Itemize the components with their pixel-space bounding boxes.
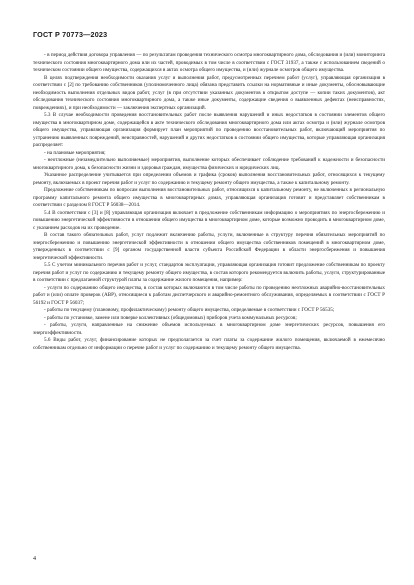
- paragraph: В состав такого обязательных работ, услуг подлежит включению работы, услуги, включенные в структуру перечня обязательных мероприятий по энергосбережению и повышению энергетической эффективности в отношении общего имущества собственников помещений в многоквартирном доме, утвержденных в соответствии с [9] органом государственной власти субъекта Российской Федерации в области энергосбережения и повышения энергетической эффективности.: [33, 232, 385, 261]
- list-item: - неотложные (незамедлительно выполняемые) мероприятия, выполнение которых обеспечивает соблюдение требований к надежности и безопасности многоквартирного дома, к безопасности жизни и здоровья граждан, имущества физических и юридических лиц.: [33, 157, 385, 171]
- list-item: - на плановые мероприятия;: [44, 149, 106, 156]
- paragraph: 5.4 В соответствии с [3] и [8] управляющая организация включает в предложение собственникам информацию о мероприятиях по энергосбережению и повышению энергетической эффективности в отношении общего имущества в многоквартирном доме, которые возможно проводить в многоквартирном доме, с указанием расходов на их проведение.: [33, 209, 385, 231]
- paragraph: 5.6 Виды работ, услуг, финансирование которых не предполагается за счет платы за содержание жилого помещения, включаемой в ежемесячно собственникам отдельно от информации о перечне работ и услуг по содержанию и текущему ремонту общего имущества.: [33, 337, 385, 351]
- list-item: - работы, услуги, направленные на снижение объемов используемых в многоквартирном доме энергетических ресурсов, повышения его энергоэффективности.: [33, 322, 385, 336]
- paragraph: - в период действия договора управления — по результатам проведения технического осмотра многоквартирного дома, обследования и (или) мониторинга технического состояния многоквартирного дома или их частей, проводимых в том числе в соответствии с ГОСТ 31937, а также с использованием сведений о техническом состоянии общего имущества, содержащихся в актах осмотра общего имущества, и (или) журнале осмотров общего имущества.: [33, 52, 385, 73]
- paragraph: Предложение собственникам по вопросам выполнения восстановительных работ, относящихся к капитальному ремонту, не включенных в региональную программу капитального ремонта общего имущества в многоквартирных домах, управляющая организация готовит и представляет собственникам в соответствии с разделом 8 ГОСТ Р 56038—2014.: [33, 187, 385, 208]
- document-body: [33, 52, 385, 352]
- page-number: 4: [33, 556, 36, 562]
- paragraph: Указанное распределение учитывается при определении объемов и графика (сроков) выполнения восстановительных работ, относящихся к текущему ремонту, включаемых в проект перечня работ и услуг по содержанию и текущему ремонту общего имущества, а также к капитальному ремонту.: [33, 172, 385, 186]
- list-item: - работы по установке, замене или поверке коллективных (общедомовых) приборов учета коммунальных ресурсов;: [44, 314, 297, 321]
- paragraph: В целях подтверждения необходимости оказания услуг и выполнения работ, предусмотренных перечнем работ (услуг), управляющая организация в соответствии с [2] по требованию собственников (уполномоченного лица) обязана представить ссылки на нормативные и иные документы, обосновывающие необходимость выполнения отдельных видов работ, услуг (в при отсутствии указанных документов в открытом доступе — копии таких документов), акт обследования технического состояния многоквартирного дома, а также иные документы, содержащие сведения о выявленных дефектах (неисправностях, повреждениях), и при необходимости — заключения экспертных организаций.: [33, 74, 385, 111]
- list-item: - услуги по содержанию общего имущества, в состав которых включаются в том числе работы по проведению неотложных аварийно-восстановительных работ и (или) оплате проверок (АВР), относящиеся к работам диспетчерского и аварийно-ремонтного обслуживания, определяемых в соответствии с ГОСТ Р 56192 и ГОСТ Р 56037;: [33, 284, 385, 306]
- list-item: - работы по текущему (плановому, профилактическому) ремонту общего имущества, определяемые в соответствии с ГОСТ Р 56535;: [44, 307, 335, 313]
- standard-designation: ГОСТ Р 70773—2023: [33, 30, 108, 39]
- paragraph: 5.5 С учетом минимального перечня работ и услуг, стандартов эксплуатации, управляющая организация готовит предложение собственникам по проекту перечня работ и услуг по содержанию и текущему ремонту общего имущества, в состав которого рекомендуется включить работы, услуги, структурированные в соответствии с предлагаемой структурой платы за содержание жилого помещения, например:: [33, 262, 385, 283]
- paragraph: 5.3 В случае необходимости проведения восстановительных работ после выявления нарушений и иных недостатков в состоянии элементов общего имущества в многоквартирном доме, содержащейся в акте технического обследования многоквартирного дома или актах осмотра и (или) журнале осмотров общего имущества, управляющая организация формирует план мероприятий по проведению восстановительных работ, включающий мероприятия по устранению выявленных повреждений, неисправностей, нарушений и других недостатков в состоянии общего имущества, которые управляющая организация распределяет:: [33, 112, 385, 148]
